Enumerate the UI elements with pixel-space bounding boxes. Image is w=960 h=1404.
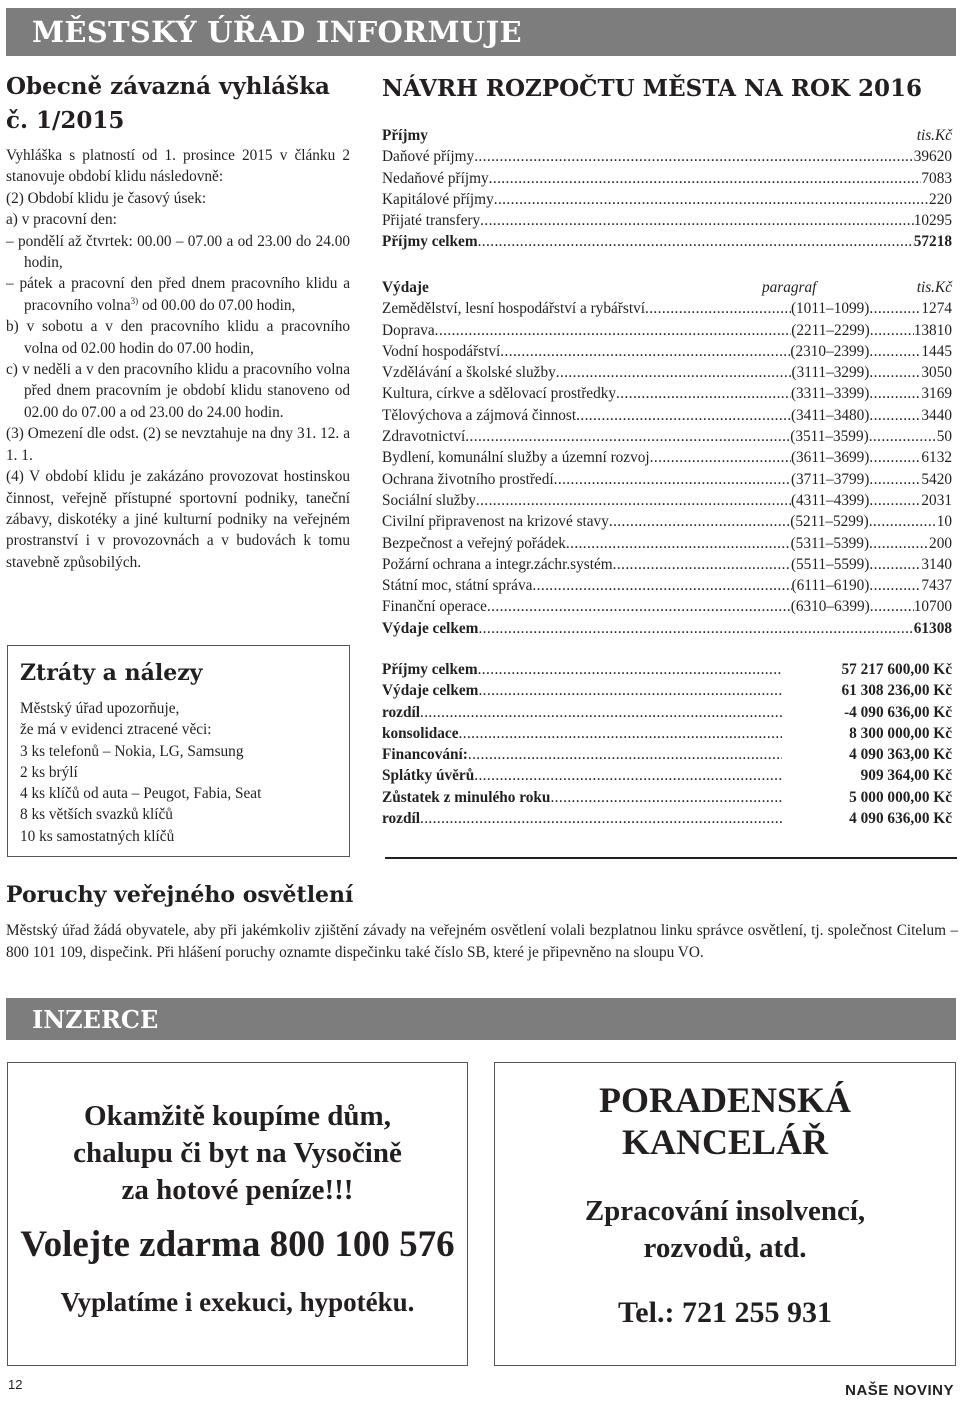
row-label: Sociální služby <box>382 491 476 509</box>
inzerce-band <box>6 998 956 1040</box>
vydaje-header-row <box>382 277 952 298</box>
leader-dots <box>478 659 782 680</box>
bilance-row <box>382 702 952 723</box>
leader-dots <box>500 341 790 362</box>
bilance-table <box>382 659 952 829</box>
bilance-row <box>382 787 952 808</box>
row-value: 7083 <box>921 169 952 187</box>
vyhlaska-friday-time: od 00.00 do 07.00 hodin, <box>138 296 296 314</box>
vydaje-row <box>382 447 952 468</box>
row-label: Zemědělství, lesní hospodářství a rybářství <box>382 300 645 318</box>
leader-dots <box>478 231 914 252</box>
ad-left-line: chalupu či byt na Vysočině <box>73 1137 402 1169</box>
row-label: Tělovýchova a zájmová činnost <box>382 406 577 424</box>
row-label: Ochrana životního prostředí <box>382 470 554 488</box>
leader-dots <box>869 490 921 511</box>
leader-dots <box>650 447 791 468</box>
row-label: Výdaje celkem <box>382 619 479 637</box>
leader-dots <box>478 618 913 639</box>
poruchy-title: Poruchy veřejného osvětlení <box>6 882 354 908</box>
prijmy-unit: tis.Kč <box>916 127 952 144</box>
bilance-divider <box>385 857 957 859</box>
bilance-row <box>382 680 952 701</box>
row-label: Státní moc, státní správa <box>382 577 533 595</box>
leader-dots <box>420 808 782 829</box>
row-value: 10 <box>936 513 952 531</box>
row-label: Doprava <box>382 321 435 339</box>
prijmy-row <box>382 189 952 210</box>
leader-dots <box>556 362 792 383</box>
ztraty-box <box>7 645 350 857</box>
row-paragraf: (4311–4399) <box>790 491 870 509</box>
leader-dots <box>869 426 937 447</box>
page-number: 12 <box>8 1377 23 1392</box>
row-paragraf: (6310–6399) <box>790 598 870 616</box>
ad-left-phone: Volejte zdarma 800 100 576 <box>20 1224 455 1265</box>
vydaje-row <box>382 533 952 554</box>
row-value: 10700 <box>913 598 952 616</box>
ad-advisory-office <box>494 1062 956 1366</box>
paragraf-header: paragraf <box>762 279 817 296</box>
leader-dots <box>489 168 922 189</box>
row-label: Kultura, církve a sdělovací prostředky <box>382 385 617 403</box>
ztraty-item: 10 ks samostatných klíčů <box>20 827 175 845</box>
leader-dots <box>869 298 921 319</box>
bilance-rows <box>382 659 952 829</box>
vydaje-row <box>382 469 952 490</box>
row-value: 3440 <box>921 406 952 424</box>
vydaje-row <box>382 511 952 532</box>
vydaje-row <box>382 320 952 341</box>
row-value: 220 <box>929 190 952 208</box>
vydaje-header: Výdaje <box>382 279 429 296</box>
vydaje-row <box>382 405 952 426</box>
prijmy-row <box>382 146 952 167</box>
row-label: Kapitálové příjmy <box>382 190 494 208</box>
row-paragraf: (3711–3799) <box>790 470 870 488</box>
row-value: 10295 <box>913 212 952 230</box>
row-label: Vodní hospodářství <box>382 342 501 360</box>
row-paragraf: (3611–3699) <box>790 449 870 467</box>
vydaje-row <box>382 596 952 617</box>
leader-dots <box>613 554 791 575</box>
ztraty-line: že má v evidenci ztracené věci: <box>20 721 212 739</box>
leader-dots <box>478 680 782 701</box>
vyhlaska-intro: Vyhláška s platností od 1. prosince 2015 v článku 2 stanovuje období klidu následovně: <box>6 147 350 186</box>
row-label: Splátky úvěrů <box>382 767 475 785</box>
vyhlaska-item-b: b) v sobotu a v den pracovního klidu a pracovního volna od 02.00 hodin do 07.00 hodin, <box>6 318 350 357</box>
row-label: Zůstatek z minulého roku <box>382 788 551 806</box>
leader-dots <box>870 320 914 341</box>
vyhlaska-paragraph-4: (4) V období klidu je zakázáno provozovat hostinskou činnost, veřejně přístupné sportovní podniky, taneční zábavy, diskotéky a jiné kulturní podniky na veřejném prostranství i v provozovnách a v budovách k tomu stavebně způsobilých. <box>6 468 350 571</box>
ztraty-item: 8 ks větších svazků klíčů <box>20 806 173 824</box>
ad-left-line: Okamžitě koupíme dům, <box>84 1100 391 1132</box>
row-value: 4 090 363,00 Kč <box>849 746 952 764</box>
header-band <box>6 8 956 56</box>
row-value: 61308 <box>913 619 952 637</box>
row-label: Bezpečnost a veřejný pořádek <box>382 534 566 552</box>
prijmy-header: Příjmy <box>382 127 428 144</box>
leader-dots <box>870 596 914 617</box>
row-value: 3140 <box>921 555 952 573</box>
vyhlaska-title-line2: č. 1/2015 <box>6 107 125 134</box>
header-title: MĚSTSKÝ ÚŘAD INFORMUJE <box>32 15 522 49</box>
row-value: 57 217 600,00 Kč <box>841 661 952 678</box>
bilance-row <box>382 744 952 765</box>
vyhlaska-paragraph-3: (3) Omezení dle odst. (2) se nevztahuje na dny 31. 12. a 1. 1. <box>6 425 350 464</box>
row-paragraf: (5511–5599) <box>790 555 870 573</box>
prijmy-row <box>382 210 952 231</box>
row-value: -4 090 636,00 Kč <box>844 703 952 721</box>
leader-dots <box>616 383 791 404</box>
row-paragraf: (3511–3599) <box>790 428 869 446</box>
poruchy-text: Městský úřad žádá obyvatele, aby při jakémkoliv zjištění závady na veřejném osvětlení volali bezplatnou linku správce osvětlení, tj. společnost Citelum – 800 101 109, dispečink. Při hlášení poruchy oznamte dispečinku také číslo SB, které je připevněno na sloupu VO. <box>6 922 958 961</box>
row-value: 200 <box>929 534 952 552</box>
row-value: 3050 <box>921 364 952 382</box>
footnote-marker: 3) <box>130 295 139 306</box>
vydaje-row <box>382 383 952 404</box>
leader-dots <box>554 469 791 490</box>
leader-dots <box>869 469 921 490</box>
leader-dots <box>869 341 921 362</box>
leader-dots <box>869 383 921 404</box>
row-paragraf: (1011–1099) <box>790 300 870 318</box>
row-value: 2031 <box>921 491 952 509</box>
vyhlaska-item-a-friday <box>6 273 350 316</box>
vyhlaska-paragraph-2: (2) Období klidu je časový úsek: <box>6 189 207 207</box>
prijmy-row <box>382 168 952 189</box>
row-paragraf: (2310–2399) <box>790 342 870 360</box>
bilance-row <box>382 765 952 786</box>
leader-dots <box>494 189 929 210</box>
vydaje-row <box>382 575 952 596</box>
leader-dots <box>435 320 792 341</box>
vyhlaska-item-c: c) v neděli a v den pracovního klidu a pracovního volna před dnem pracovním je období klidu stanoveno od 02.00 do 07.00 a od 23.00 do 24.00 hodin. <box>6 361 350 421</box>
vydaje-rows <box>382 298 952 617</box>
row-label: Příjmy celkem <box>382 233 478 251</box>
row-label: Civilní připravenost na krizové stavy <box>382 513 609 531</box>
row-label: konsolidace <box>382 724 459 742</box>
bilance-row <box>382 659 952 680</box>
leader-dots <box>566 533 791 554</box>
prijmy-header-row <box>382 125 952 146</box>
vydaje-table <box>382 277 952 639</box>
ad-right-line: PORADENSKÁ <box>598 1080 852 1120</box>
leader-dots <box>480 210 914 231</box>
leader-dots <box>474 146 914 167</box>
ad-right-services <box>495 1193 955 1267</box>
row-value: 39620 <box>913 148 952 166</box>
row-paragraf: (6111–6190) <box>791 577 870 595</box>
row-value: 909 364,00 Kč <box>860 767 952 785</box>
vydaje-row <box>382 362 952 383</box>
leader-dots <box>869 575 921 596</box>
row-value: 3169 <box>921 385 952 403</box>
leader-dots <box>420 702 782 723</box>
vyhlaska-body <box>6 145 350 573</box>
ad-right-line: KANCELÁŘ <box>621 1122 828 1162</box>
vyhlaska-friday-text: – pátek a pracovní den před dnem pracovního klidu a pracovního volna <box>6 275 350 314</box>
leader-dots <box>869 511 937 532</box>
prijmy-total-row <box>382 231 952 252</box>
ad-left-line: za hotové peníze!!! <box>121 1174 354 1206</box>
vyhlaska-title-line1: Obecně závazná vyhláška <box>6 73 330 100</box>
row-label: Zdravotnictví <box>382 428 466 446</box>
leader-dots <box>459 723 783 744</box>
leader-dots <box>487 596 791 617</box>
row-label: Přijaté transfery <box>382 212 481 230</box>
ad-right-phone: Tel.: 721 255 931 <box>618 1296 832 1329</box>
row-label: rozdíl <box>382 810 420 828</box>
vyhlaska-item-a-weekdays: – pondělí až čtvrtek: 00.00 – 07.00 a od 23.00 do 24.00 hodin, <box>6 232 350 272</box>
row-value: 1274 <box>921 300 952 318</box>
vydaje-row <box>382 341 952 362</box>
leader-dots <box>869 362 921 383</box>
leader-dots <box>550 787 782 808</box>
ad-real-estate <box>7 1062 468 1366</box>
ztraty-item: 4 ks klíčů od auta – Peugot, Fabia, Seat <box>20 785 262 803</box>
row-value: 5420 <box>921 470 952 488</box>
leader-dots <box>869 405 921 426</box>
ztraty-list <box>20 698 349 847</box>
leader-dots <box>465 426 790 447</box>
row-value: 5 000 000,00 Kč <box>849 788 952 806</box>
vydaje-row <box>382 490 952 511</box>
leader-dots <box>869 447 921 468</box>
row-paragraf: (2211–2299) <box>791 321 870 339</box>
vydaje-row <box>382 554 952 575</box>
vydaje-row <box>382 426 952 447</box>
row-paragraf: (5211–5299) <box>790 513 869 531</box>
ad-right-line: Zpracování insolvencí, <box>584 1195 866 1227</box>
row-value: 13810 <box>913 321 952 339</box>
vydaje-unit: tis.Kč <box>916 279 952 296</box>
ad-left-headline <box>8 1098 467 1209</box>
row-value: 8 300 000,00 Kč <box>849 724 952 742</box>
row-paragraf: (3411–3480) <box>790 406 870 424</box>
bilance-row <box>382 808 952 829</box>
row-label: Bydlení, komunální služby a územní rozvoj <box>382 449 650 467</box>
leader-dots <box>468 744 782 765</box>
leader-dots <box>869 533 929 554</box>
leader-dots <box>645 298 791 319</box>
row-label: Daňové příjmy <box>382 148 475 166</box>
row-label: rozdíl <box>382 703 420 721</box>
row-label: Nedaňové příjmy <box>382 169 489 187</box>
row-paragraf: (5311–5399) <box>790 534 870 552</box>
row-value: 7437 <box>921 577 952 595</box>
row-label: Finanční operace <box>382 598 487 616</box>
row-value: 57218 <box>913 233 952 251</box>
row-paragraf: (3311–3399) <box>790 385 870 403</box>
row-label: Financování: <box>382 746 468 764</box>
ztraty-line: Městský úřad upozorňuje, <box>20 700 180 717</box>
publication-logo: NAŠE NOVINY <box>845 1382 954 1399</box>
vyhlaska-item-a: a) v pracovní den: <box>6 211 117 229</box>
row-label: Výdaje celkem <box>382 682 479 700</box>
row-label: Požární ochrana a integr.záchr.systém <box>382 555 613 573</box>
leader-dots <box>869 554 921 575</box>
vydaje-total-row <box>382 618 952 639</box>
inzerce-title: INZERCE <box>32 1005 159 1034</box>
leader-dots <box>474 765 782 786</box>
rozpocet-title: NÁVRH ROZPOČTU MĚSTA NA ROK 2016 <box>382 75 922 102</box>
leader-dots <box>609 511 790 532</box>
leader-dots <box>476 490 791 511</box>
ztraty-title: Ztráty a nálezy <box>20 660 203 686</box>
row-paragraf: (3111–3299) <box>791 364 870 382</box>
row-label: Příjmy celkem <box>382 661 478 678</box>
row-value: 6132 <box>921 449 952 467</box>
row-value: 61 308 236,00 Kč <box>841 682 952 700</box>
vyhlaska-title <box>6 70 356 138</box>
leader-dots <box>576 405 791 426</box>
leader-dots <box>532 575 791 596</box>
bilance-row <box>382 723 952 744</box>
ad-right-headline <box>495 1079 955 1163</box>
ad-left-tagline: Vyplatíme i exekuci, hypotéku. <box>60 1287 415 1317</box>
row-value: 1445 <box>921 342 952 360</box>
row-value: 50 <box>936 428 952 446</box>
row-value: 4 090 636,00 Kč <box>849 810 952 828</box>
ad-right-line: rozvodů, atd. <box>643 1232 807 1264</box>
vydaje-row <box>382 298 952 319</box>
ztraty-item: 2 ks brýlí <box>20 763 78 781</box>
row-label: Vzdělávání a školské služby <box>382 364 556 382</box>
ztraty-item: 3 ks telefonů – Nokia, LG, Samsung <box>20 742 244 760</box>
prijmy-table <box>382 125 952 253</box>
